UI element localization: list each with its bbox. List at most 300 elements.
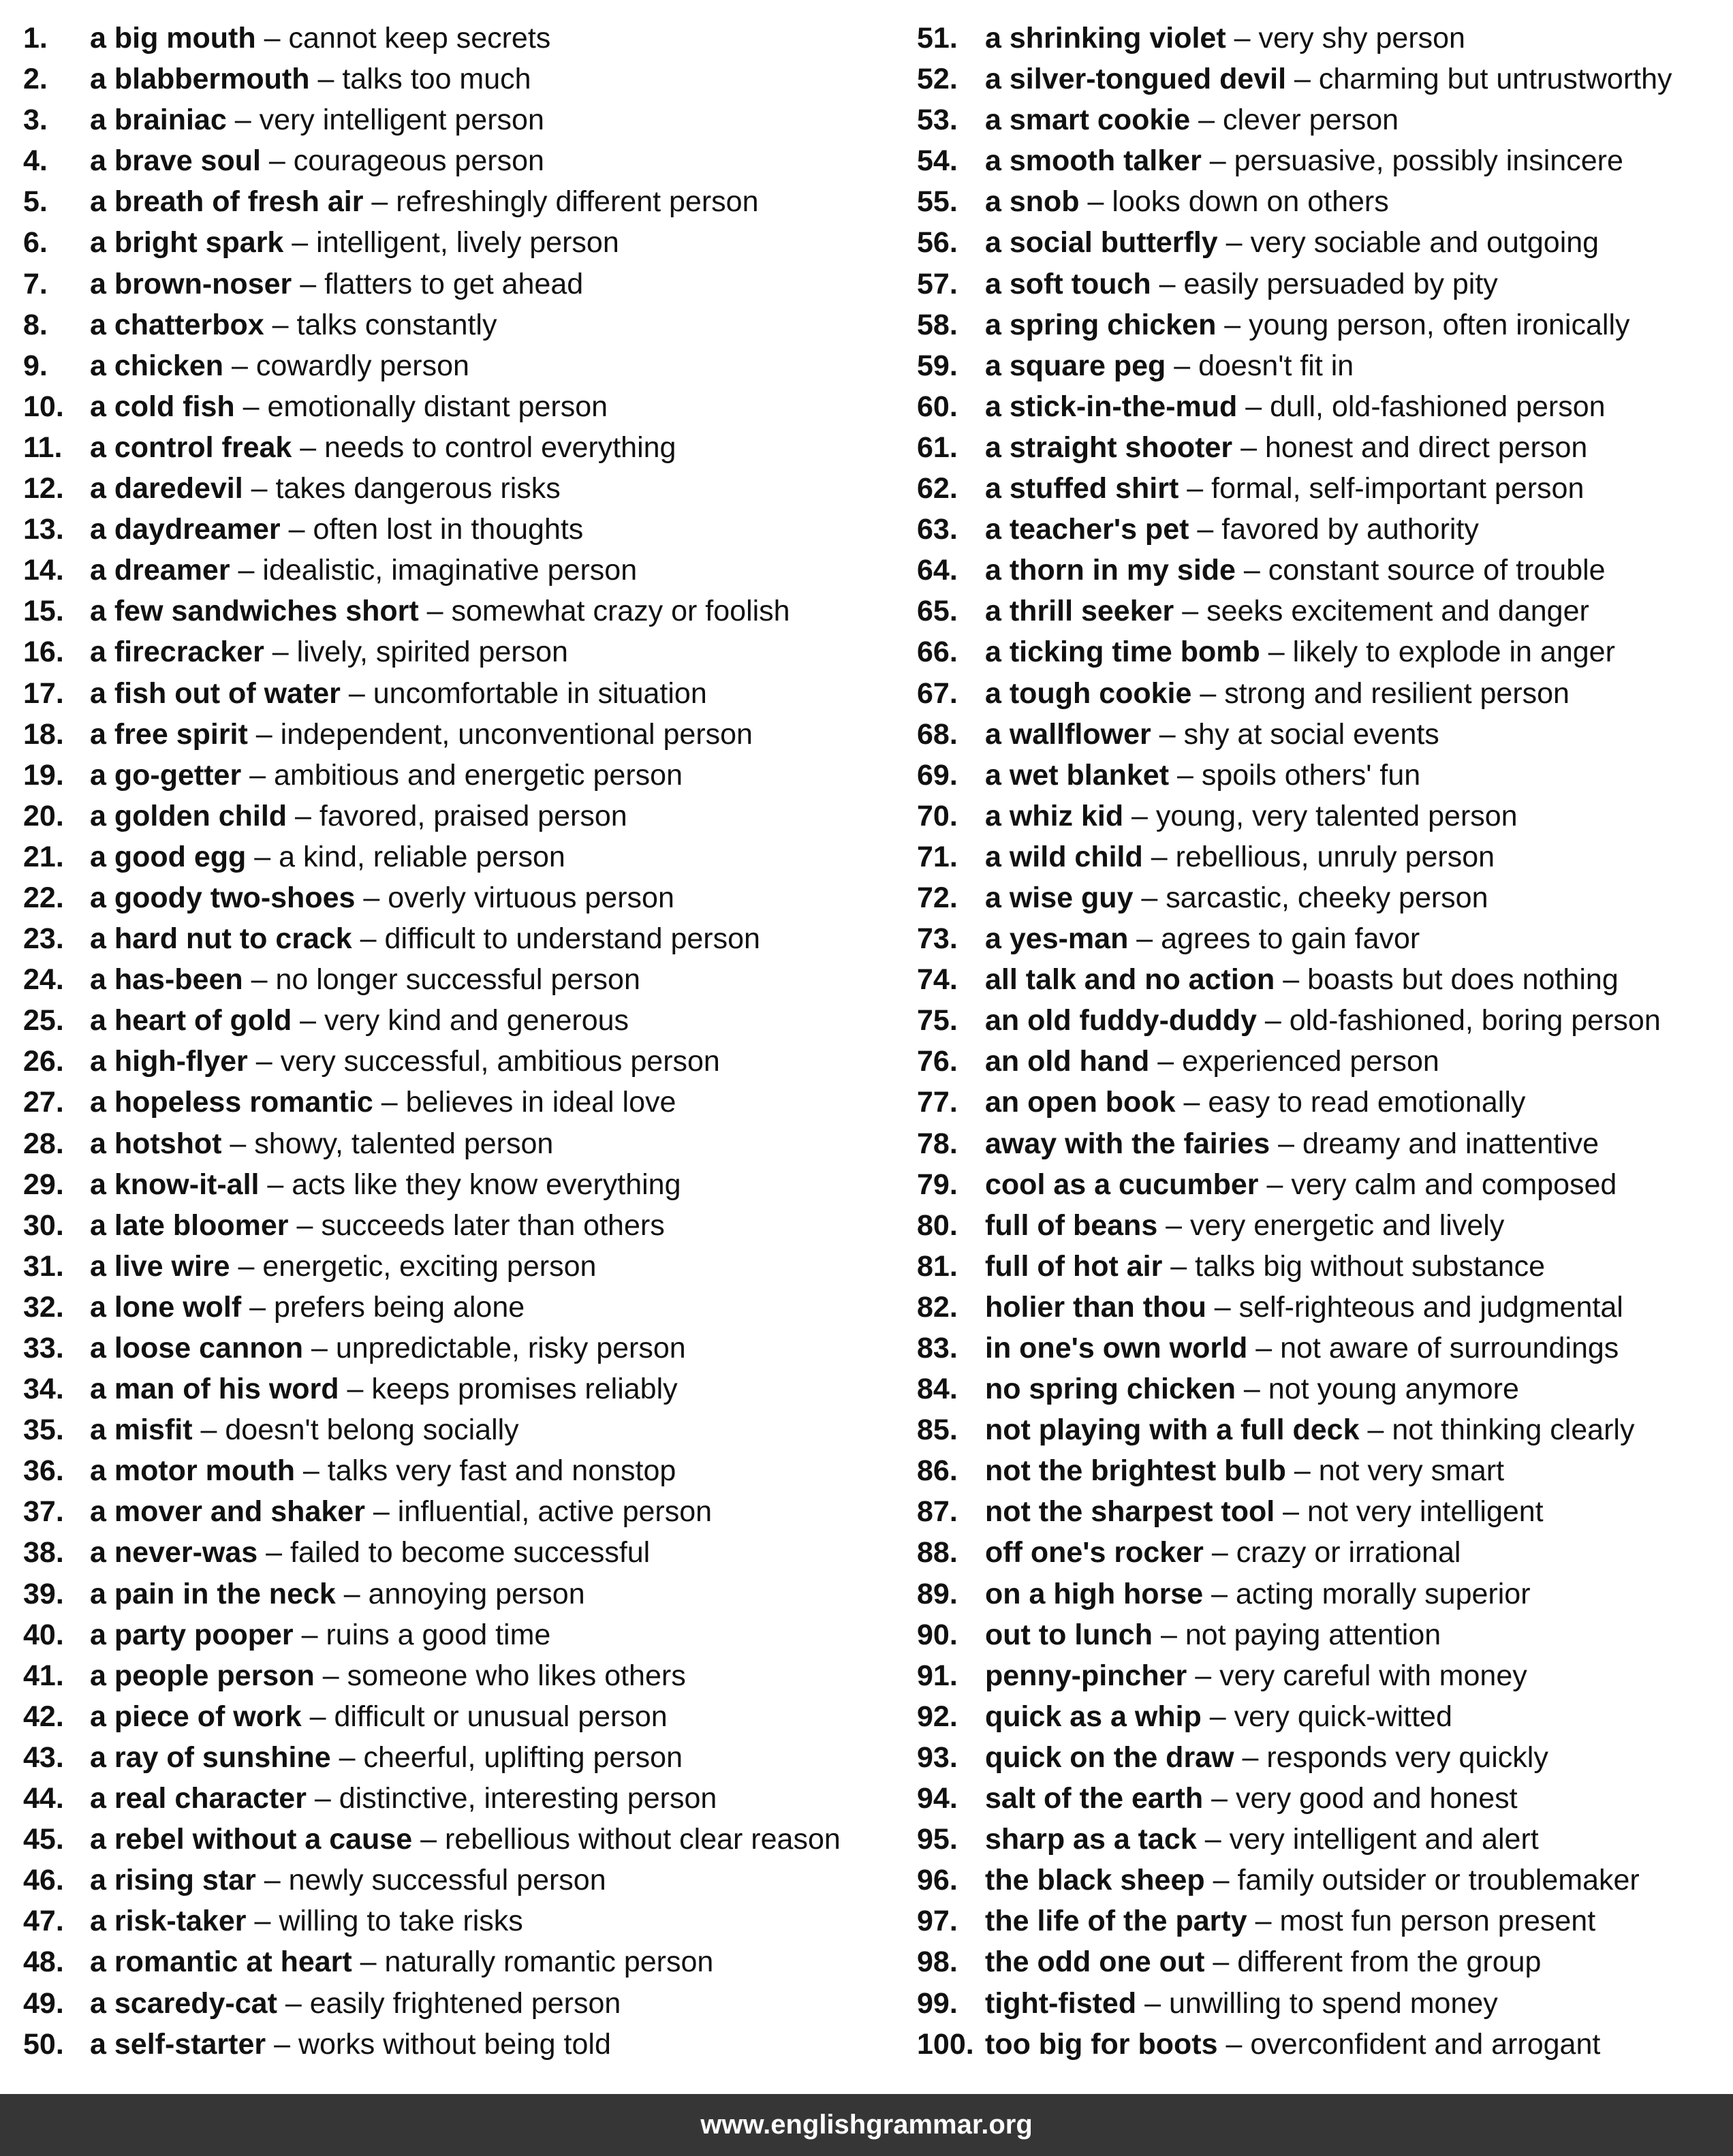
idiom-definition: talks big without substance [1195, 1249, 1546, 1283]
list-item [23, 1819, 881, 1860]
item-number: 72. [917, 881, 958, 914]
idiom-term: a square peg [985, 349, 1166, 382]
idiom-term: a smooth talker [985, 144, 1202, 178]
item-number: 67. [917, 676, 958, 710]
dash-separator: – [255, 22, 289, 54]
item-text [985, 59, 1672, 99]
dash-separator: – [1217, 2027, 1251, 2061]
idiom-term: a teacher's pet [985, 513, 1189, 546]
idiom-definition: very intelligent and alert [1229, 1823, 1539, 1856]
dash-separator: – [418, 595, 452, 628]
dash-separator: – [1151, 717, 1184, 751]
item-number: 83. [917, 1332, 958, 1364]
idiom-definition: easily persuaded by pity [1183, 267, 1498, 300]
item-text [90, 1941, 713, 1982]
item-text [90, 959, 640, 1000]
item-number: 58. [917, 308, 958, 341]
dash-separator: – [1260, 636, 1293, 669]
idiom-definition: young person, often ironically [1249, 308, 1630, 341]
idiom-definition: favored, praised person [319, 799, 627, 832]
dash-separator: – [1153, 1618, 1185, 1651]
idiom-term: too big for boots [985, 2027, 1218, 2061]
list-item [917, 1860, 1728, 1901]
idiom-definition: doesn't belong socially [225, 1413, 519, 1447]
idiom-term: a never-was [90, 1536, 258, 1569]
dash-separator: – [1235, 1373, 1268, 1406]
idiom-definition: flatters to get ahead [324, 267, 584, 300]
item-text [985, 1041, 1439, 1082]
list-item [917, 140, 1728, 181]
item-text [985, 1860, 1640, 1901]
dash-separator: – [309, 63, 343, 96]
idiom-definition: constant source of trouble [1268, 554, 1606, 587]
idiom-definition: courageous person [293, 144, 544, 178]
item-text [985, 918, 1420, 959]
list-item [917, 1328, 1728, 1369]
dash-separator: – [223, 349, 256, 382]
idiom-term: a spring chicken [985, 308, 1217, 341]
list-item [917, 345, 1728, 386]
idiom-definition: somewhat crazy or foolish [451, 595, 790, 628]
idiom-definition: often lost in thoughts [313, 513, 584, 546]
dash-separator: – [1201, 1700, 1234, 1733]
item-number: 17. [23, 676, 64, 710]
item-text [90, 1655, 686, 1696]
idiom-term: a loose cannon [90, 1332, 304, 1364]
list-item [23, 1246, 881, 1287]
item-number: 8. [23, 308, 48, 341]
dash-separator: – [1133, 881, 1166, 914]
list-item [23, 59, 881, 99]
idiom-term: a risk-taker [90, 1905, 247, 1938]
list-item [917, 59, 1728, 99]
idiom-definition: cowardly person [255, 349, 469, 382]
item-number: 81. [917, 1249, 958, 1283]
item-number: 61. [917, 431, 958, 464]
item-number: 16. [23, 636, 64, 669]
idiom-definition: talks too much [342, 63, 531, 96]
list-item [917, 1082, 1728, 1123]
item-text [985, 99, 1399, 140]
dash-separator: – [373, 1086, 406, 1119]
idiom-definition: naturally romantic person [384, 1946, 714, 1979]
dash-separator: – [1175, 1086, 1208, 1119]
item-text [985, 1574, 1531, 1614]
item-number: 18. [23, 717, 64, 751]
idiom-term: a lone wolf [90, 1290, 242, 1324]
item-number: 45. [23, 1823, 64, 1856]
dash-separator: – [1189, 513, 1222, 546]
idiom-term: a motor mouth [90, 1454, 295, 1488]
item-text [90, 1082, 676, 1123]
list-item [23, 99, 881, 140]
dash-separator: – [1232, 431, 1265, 464]
dash-separator: – [247, 717, 281, 751]
dash-separator: – [330, 1740, 364, 1774]
item-text [985, 1246, 1545, 1287]
idiom-definition: willing to take risks [279, 1905, 523, 1938]
idiom-definition: looks down on others [1112, 185, 1389, 219]
idiom-definition: clever person [1222, 104, 1399, 137]
list-item [917, 714, 1728, 755]
idiom-term: a dreamer [90, 554, 230, 587]
dash-separator: – [264, 636, 297, 669]
idiom-term: a live wire [90, 1249, 230, 1283]
list-item [917, 468, 1728, 509]
idiom-term: a chatterbox [90, 308, 264, 341]
idiom-definition: shy at social events [1183, 717, 1439, 751]
idiom-term: a silver-tongued devil [985, 63, 1287, 96]
idiom-definition: agrees to gain favor [1161, 922, 1420, 956]
item-number: 19. [23, 758, 64, 792]
idiom-term: not the brightest bulb [985, 1454, 1286, 1488]
item-number: 80. [917, 1208, 958, 1242]
dash-separator: – [292, 267, 325, 300]
list-item [917, 1000, 1728, 1041]
item-text [985, 796, 1518, 837]
item-text [90, 2024, 611, 2065]
item-number: 100. [917, 2027, 974, 2061]
list-item [917, 918, 1728, 959]
item-number: 84. [917, 1373, 958, 1406]
item-text [985, 1819, 1539, 1860]
dash-separator: – [1151, 267, 1184, 300]
idiom-definition: unpredictable, risky person [335, 1332, 686, 1364]
item-text [90, 1409, 519, 1450]
idiom-term: a real character [90, 1782, 307, 1815]
idiom-definition: ambitious and energetic person [274, 758, 683, 792]
idiom-term: a shrinking violet [985, 22, 1226, 54]
idiom-term: a stuffed shirt [985, 472, 1179, 505]
dash-separator: – [192, 1413, 225, 1447]
idiom-term: a ray of sunshine [90, 1740, 331, 1774]
item-text [985, 222, 1599, 263]
idiom-definition: energetic, exciting person [262, 1249, 597, 1283]
idiom-definition: not thinking clearly [1392, 1413, 1635, 1447]
list-item [917, 1491, 1728, 1532]
idiom-definition: cannot keep secrets [288, 22, 551, 54]
item-number: 41. [23, 1659, 64, 1692]
list-item [23, 1860, 881, 1901]
item-text [985, 386, 1606, 427]
list-item [917, 1532, 1728, 1573]
dash-separator: – [314, 1659, 347, 1692]
item-number: 63. [917, 513, 958, 546]
list-item [917, 1737, 1728, 1778]
idiom-term: a go-getter [90, 758, 242, 792]
dash-separator: – [1203, 1536, 1236, 1569]
dash-separator: – [355, 881, 388, 914]
item-text [90, 1696, 668, 1737]
idiom-definition: not young anymore [1268, 1373, 1519, 1406]
list-item [23, 1941, 881, 1982]
list-item [23, 1696, 881, 1737]
dash-separator: – [340, 676, 373, 710]
item-text [985, 673, 1570, 714]
item-number: 23. [23, 922, 64, 956]
dash-separator: – [1190, 104, 1223, 137]
idiom-definition: not paying attention [1185, 1618, 1441, 1651]
dash-separator: – [352, 1946, 385, 1979]
list-item [23, 1737, 881, 1778]
dash-separator: – [364, 1495, 398, 1529]
item-number: 29. [23, 1168, 64, 1201]
dash-separator: – [1237, 390, 1270, 423]
item-number: 53. [917, 104, 958, 137]
item-number: 13. [23, 513, 64, 546]
item-number: 68. [917, 717, 958, 751]
item-number: 69. [917, 758, 958, 792]
dash-separator: – [1275, 963, 1308, 997]
idiom-definition: dull, old-fashioned person [1270, 390, 1606, 423]
list-item [23, 427, 881, 468]
list-item [917, 1655, 1728, 1696]
dash-separator: – [1206, 1290, 1239, 1324]
item-number: 73. [917, 922, 958, 956]
idiom-term: a hotshot [90, 1127, 222, 1160]
item-number: 35. [23, 1413, 64, 1447]
dash-separator: – [266, 2027, 298, 2061]
item-number: 76. [917, 1045, 958, 1078]
item-number: 50. [23, 2027, 64, 2061]
item-number: 6. [23, 226, 48, 260]
idiom-term: a golden child [90, 799, 287, 832]
item-text [90, 1532, 650, 1573]
idiom-term: a tough cookie [985, 676, 1192, 710]
idiom-definition: crazy or irrational [1236, 1536, 1461, 1569]
list-item [23, 264, 881, 304]
dash-separator: – [1270, 1127, 1303, 1160]
item-number: 96. [917, 1864, 958, 1897]
list-item [23, 1123, 881, 1164]
idiom-definition: someone who likes others [347, 1659, 686, 1692]
dash-separator: – [243, 963, 276, 997]
item-number: 7. [23, 267, 48, 300]
item-text [90, 181, 759, 222]
dash-separator: – [1258, 1168, 1292, 1201]
idiom-definition: different from the group [1237, 1946, 1542, 1979]
item-text [985, 1369, 1519, 1409]
item-text [90, 1778, 717, 1819]
dash-separator: – [1285, 1454, 1319, 1488]
item-number: 40. [23, 1618, 64, 1651]
item-text [90, 99, 544, 140]
list-item [23, 1574, 881, 1614]
idiom-term: a smart cookie [985, 104, 1191, 137]
list-item [23, 1491, 881, 1532]
idiom-term: a hopeless romantic [90, 1086, 373, 1119]
idiom-list-right [917, 18, 1728, 2065]
idiom-definition: rebellious without clear reason [444, 1823, 841, 1856]
item-number: 48. [23, 1946, 64, 1979]
idiom-term: a whiz kid [985, 799, 1124, 832]
idiom-definition: honest and direct person [1264, 431, 1588, 464]
dash-separator: – [1203, 1782, 1236, 1815]
item-text [90, 550, 637, 591]
item-text [90, 468, 561, 509]
list-item [23, 140, 881, 181]
dash-separator: – [303, 1332, 336, 1364]
idiom-definition: family outsider or troublemaker [1237, 1864, 1640, 1897]
idiom-definition: favored by authority [1221, 513, 1479, 546]
idiom-term: salt of the earth [985, 1782, 1204, 1815]
item-number: 11. [23, 431, 63, 464]
idiom-term: a stick-in-the-mud [985, 390, 1238, 423]
item-number: 31. [23, 1249, 64, 1283]
dash-separator: – [335, 1577, 369, 1610]
item-number: 89. [917, 1577, 958, 1610]
idiom-term: a brainiac [90, 104, 227, 137]
item-number: 2. [23, 63, 48, 96]
item-number: 56. [917, 226, 958, 260]
item-text [985, 1328, 1619, 1369]
idiom-definition: very calm and composed [1291, 1168, 1617, 1201]
idiom-term: a daredevil [90, 472, 243, 505]
idiom-term: no spring chicken [985, 1373, 1236, 1406]
item-text [985, 264, 1498, 304]
item-text [985, 877, 1488, 918]
dash-separator: – [1079, 185, 1112, 219]
list-item [23, 1287, 881, 1328]
list-item [917, 550, 1728, 591]
list-item [917, 1574, 1728, 1614]
dash-separator: – [1234, 1740, 1267, 1774]
item-number: 71. [917, 840, 958, 873]
idiom-definition: believes in ideal love [405, 1086, 676, 1119]
dash-separator: – [1174, 595, 1207, 628]
dash-separator: – [280, 513, 313, 546]
list-item [23, 1532, 881, 1573]
list-item [23, 1409, 881, 1450]
item-text [985, 1000, 1661, 1041]
item-number: 20. [23, 799, 64, 832]
idiom-term: a rebel without a cause [90, 1823, 413, 1856]
item-text [90, 1860, 606, 1901]
idiom-term: quick as a whip [985, 1700, 1202, 1733]
idiom-term: a thrill seeker [985, 595, 1174, 628]
list-item [917, 1614, 1728, 1655]
list-item [917, 1369, 1728, 1409]
idiom-term: an open book [985, 1086, 1176, 1119]
idiom-definition: annoying person [368, 1577, 585, 1610]
item-text [90, 264, 583, 304]
item-text [985, 427, 1587, 468]
list-item [917, 1941, 1728, 1982]
item-number: 95. [917, 1823, 958, 1856]
item-number: 75. [917, 1004, 958, 1037]
list-item [917, 386, 1728, 427]
item-number: 86. [917, 1454, 958, 1488]
idiom-term: a fish out of water [90, 676, 341, 710]
idiom-term: a chicken [90, 349, 223, 382]
item-number: 97. [917, 1905, 958, 1938]
idiom-definition: talks constantly [296, 308, 497, 341]
item-text [985, 1123, 1599, 1164]
dash-separator: – [1187, 1659, 1220, 1692]
list-item [917, 1164, 1728, 1205]
dash-separator: – [294, 1454, 328, 1488]
idiom-definition: difficult to understand person [384, 922, 760, 956]
item-text [90, 1450, 676, 1491]
item-number: 82. [917, 1290, 958, 1324]
idiom-definition: lively, spirited person [296, 636, 568, 669]
idiom-definition: not very smart [1318, 1454, 1505, 1488]
item-number: 42. [23, 1700, 64, 1733]
list-item [23, 1000, 881, 1041]
idiom-definition: refreshingly different person [396, 185, 759, 219]
list-item [917, 631, 1728, 672]
idiom-term: the life of the party [985, 1905, 1247, 1938]
item-number: 52. [917, 63, 958, 96]
idiom-term: cool as a cucumber [985, 1168, 1259, 1201]
item-number: 25. [23, 1004, 64, 1037]
dash-separator: – [1142, 840, 1176, 873]
dash-separator: – [246, 1905, 279, 1938]
list-item [917, 877, 1728, 918]
item-number: 1. [23, 22, 48, 54]
idiom-definition: idealistic, imaginative person [262, 554, 638, 587]
item-number: 10. [23, 390, 64, 423]
item-number: 99. [917, 1986, 958, 2020]
item-text [985, 345, 1354, 386]
dash-separator: – [1247, 1905, 1280, 1938]
item-number: 62. [917, 472, 958, 505]
idiom-term: a self-starter [90, 2027, 266, 2061]
list-item [23, 796, 881, 837]
item-text [90, 1819, 841, 1860]
item-number: 46. [23, 1864, 64, 1897]
dash-separator: – [1191, 676, 1225, 710]
idiom-term: all talk and no action [985, 963, 1275, 997]
idiom-definition: dreamy and inattentive [1302, 1127, 1599, 1160]
idiom-term: a wet blanket [985, 758, 1170, 792]
idiom-term: a wallflower [985, 717, 1151, 751]
idiom-definition: not very intelligent [1307, 1495, 1544, 1529]
idiom-term: a daydreamer [90, 513, 281, 546]
dash-separator: – [230, 554, 263, 587]
idiom-term: a few sandwiches short [90, 595, 419, 628]
list-item [917, 1901, 1728, 1941]
idiom-term: a high-flyer [90, 1045, 248, 1078]
footer-url[interactable]: www.englishgrammar.org [700, 2110, 1033, 2140]
item-number: 65. [917, 595, 958, 628]
list-item [23, 345, 881, 386]
item-text [90, 1614, 550, 1655]
item-number: 5. [23, 185, 48, 219]
item-text [90, 1041, 720, 1082]
dash-separator: – [241, 1290, 274, 1324]
item-text [90, 1369, 678, 1409]
idiom-definition: newly successful person [288, 1864, 606, 1897]
idiom-definition: charming but untrustworthy [1318, 63, 1672, 96]
list-item [917, 591, 1728, 631]
idiom-term: penny-pincher [985, 1659, 1187, 1692]
item-number: 93. [917, 1740, 958, 1774]
item-text [90, 1000, 629, 1041]
list-item [917, 1819, 1728, 1860]
list-item [917, 181, 1728, 222]
idiom-definition: strong and resilient person [1224, 676, 1570, 710]
dash-separator: – [1217, 226, 1251, 260]
dash-separator: – [1204, 1864, 1238, 1897]
dash-separator: – [301, 1700, 334, 1733]
item-text [90, 673, 707, 714]
idiom-definition: likely to explode in anger [1292, 636, 1615, 669]
item-number: 85. [917, 1413, 958, 1447]
item-number: 64. [917, 554, 958, 587]
idiom-term: a brave soul [90, 144, 261, 178]
idiom-term: a breath of fresh air [90, 185, 364, 219]
